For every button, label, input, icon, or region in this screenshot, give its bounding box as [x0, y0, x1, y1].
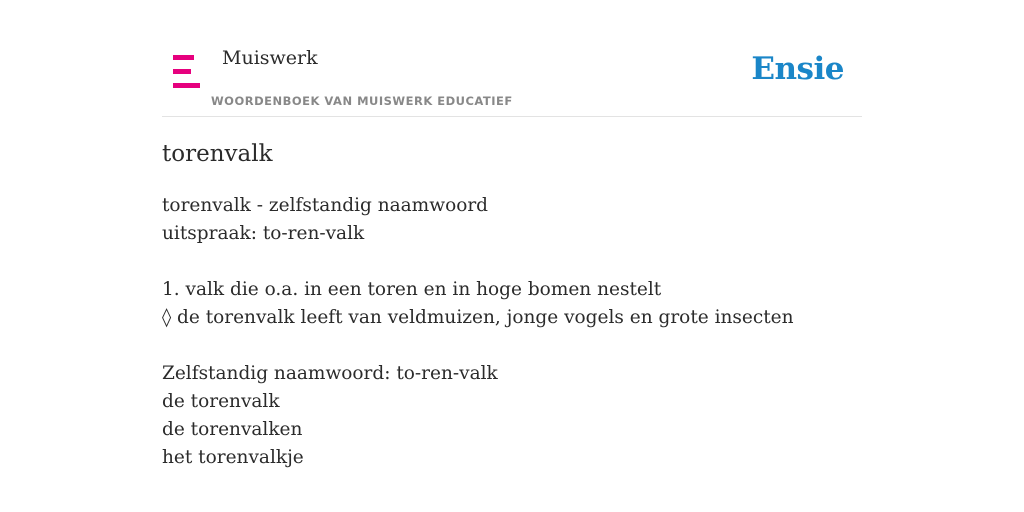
- page-container: [162, 0, 862, 512]
- spacer: [162, 248, 862, 276]
- spacer: [162, 332, 862, 360]
- logo-bar-top: [173, 55, 194, 60]
- muiswerk-logo-icon[interactable]: [173, 55, 200, 88]
- ensie-logo-link[interactable]: Ensie: [751, 51, 844, 87]
- logo-bar-bottom: [173, 83, 200, 88]
- form-singular: de torenvalk: [162, 391, 280, 412]
- definition-line: 1. valk die o.a. in een toren en in hoge bomen nestelt: [162, 279, 662, 300]
- pronunciation-line: uitspraak: to-ren-valk: [162, 223, 365, 244]
- forms-heading: Zelfstandig naamwoord: to-ren-valk: [162, 363, 498, 384]
- logo-bar-middle: [173, 69, 191, 74]
- word-type-line: torenvalk - zelfstandig naamwoord: [162, 195, 489, 216]
- form-plural: de torenvalken: [162, 419, 303, 440]
- form-diminutive: het torenvalkje: [162, 447, 304, 468]
- page-title: torenvalk: [162, 141, 273, 167]
- site-subtitle: WOORDENBOEK VAN MUISWERK EDUCATIEF: [211, 94, 513, 108]
- example-line: ◊ de torenvalk leeft van veldmuizen, jonge vogels en grote insecten: [162, 307, 794, 328]
- site-header: [162, 0, 862, 117]
- site-name[interactable]: Muiswerk: [222, 47, 318, 69]
- dictionary-entry: [162, 192, 862, 472]
